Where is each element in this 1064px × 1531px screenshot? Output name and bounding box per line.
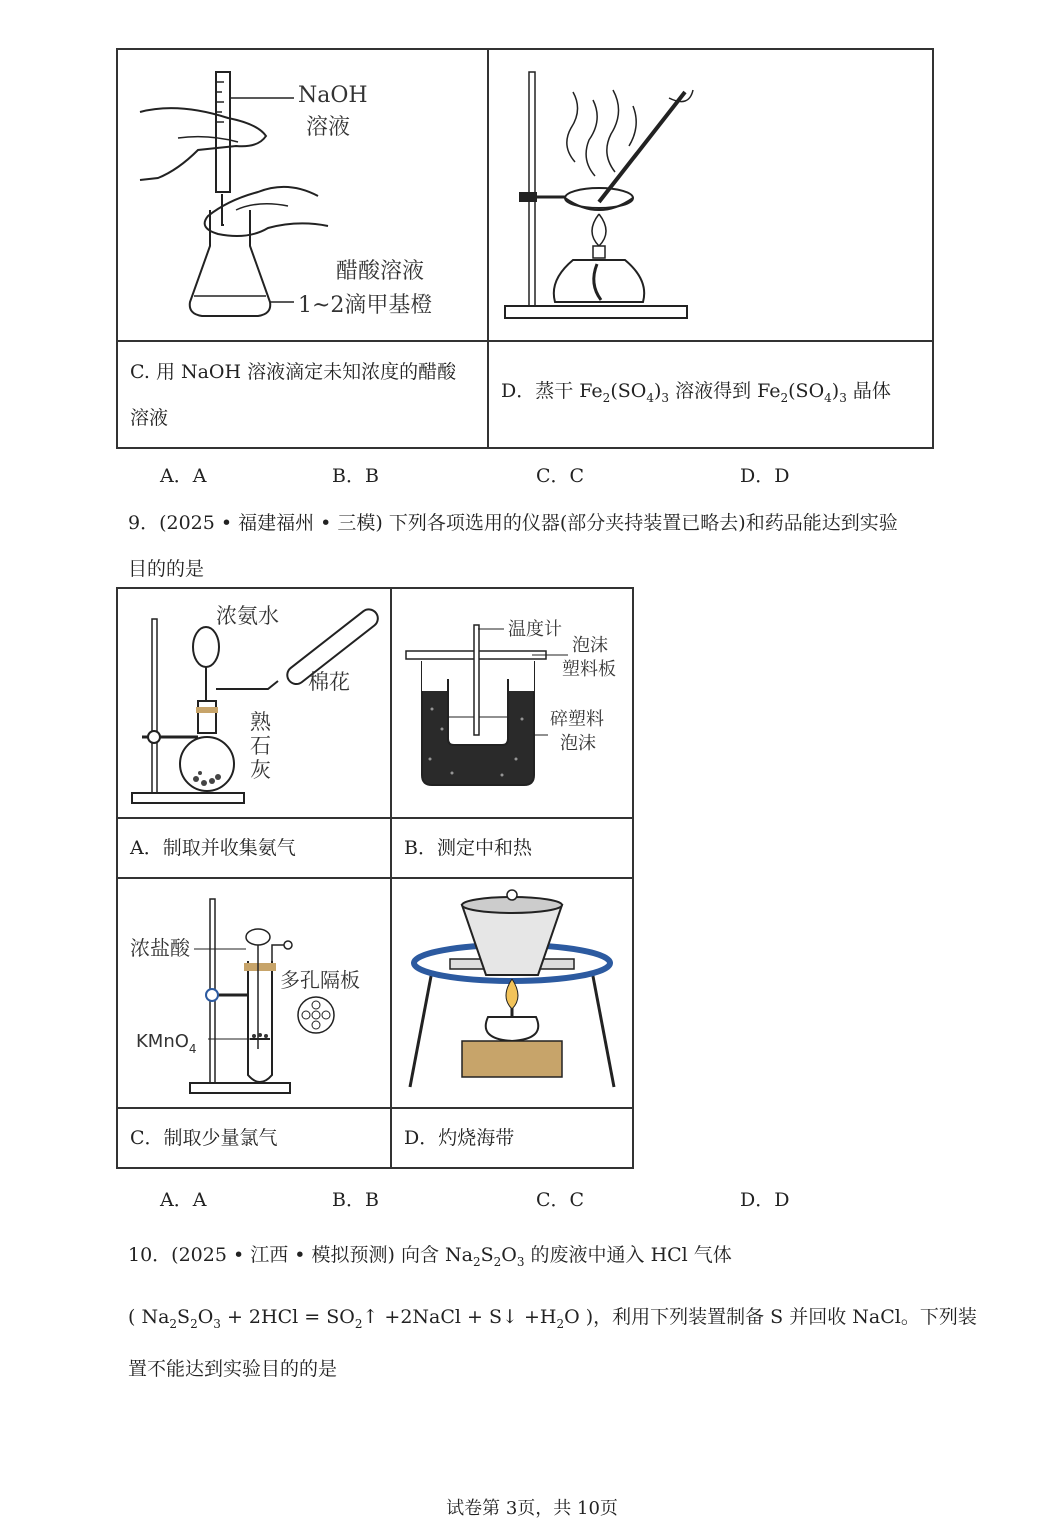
q9-choice-d[interactable]: D．D: [740, 1189, 790, 1211]
q9-choice-b[interactable]: B．B: [332, 1189, 379, 1211]
q8-choice-d[interactable]: D．D: [740, 465, 790, 487]
q8-c-caption-1: C. 用 NaOH 溶液滴定未知浓度的醋酸: [130, 360, 457, 383]
cotton-label: 棉花: [308, 670, 350, 694]
q10-stem-1: 10．(2025 • 江西 • 模拟预测) 向含 $Na_2S_2O_3$ 的废液中通入 HCl 气体: [128, 1244, 732, 1269]
q9-c-figure: [117, 878, 391, 1108]
ammonia-apparatus: [118, 589, 390, 817]
kmno4-label: KMnO$_4$: [136, 1031, 197, 1056]
q9-choice-c[interactable]: C．C: [536, 1189, 585, 1211]
q8-choice-a[interactable]: A．A: [160, 465, 207, 487]
q8-d-caption: D．蒸干 $Fe_2(SO_4)_3$ 溶液得到 $Fe_2(SO_4)_3$ 晶体: [501, 380, 891, 405]
q8-d-caption-cell: [488, 341, 933, 448]
q10-stem-2: ( $Na_2S_2O_3 + 2HCl$ = $SO_2↑$ +2NaCl + S↓ $+H_2O$ )，利用下列装置制备 S 并回收 NaCl。下列装: [128, 1306, 977, 1331]
q8-choice-c[interactable]: C．C: [536, 465, 585, 487]
q8-table: [116, 48, 934, 449]
naoh-label-1: NaOH: [298, 83, 368, 108]
indicator-label: 1~2滴甲基橙: [298, 293, 433, 318]
titration-diagram: [118, 50, 487, 340]
q9-b-caption: B．测定中和热: [404, 837, 532, 859]
chip-label-1: 碎塑料: [550, 709, 604, 730]
lime-label-3: 灰: [250, 758, 271, 782]
q9-c-caption: C．制取少量氯气: [130, 1127, 278, 1149]
q10-stem-3: 置不能达到实验目的的是: [128, 1358, 338, 1380]
q9-a-figure: [117, 588, 391, 818]
plate-label: 多孔隔板: [280, 968, 360, 992]
naoh-label-2: 溶液: [306, 115, 351, 140]
crucible-diagram: [392, 879, 632, 1107]
q9-d-caption: D．灼烧海带: [404, 1127, 515, 1149]
evaporation-diagram: [489, 50, 932, 340]
q8-c-caption-cell: [117, 341, 488, 448]
q9-d-caption-cell: [391, 1108, 633, 1168]
chip-label-2: 泡沫: [560, 733, 596, 754]
calorimeter-diagram: [392, 589, 632, 817]
lime-label-1: 熟: [250, 710, 271, 734]
lime-label-2: 石: [250, 734, 271, 758]
q9-a-caption-cell: [117, 818, 391, 878]
q9-c-caption-cell: [117, 1108, 391, 1168]
q9-b-figure: [391, 588, 633, 818]
q8-c-figure: [117, 49, 488, 341]
q9-a-caption: A．制取并收集氨气: [130, 837, 296, 859]
foam-label-2: 塑料板: [562, 659, 616, 680]
q8-c-caption-2: 溶液: [130, 406, 169, 429]
q9-stem-1: 9．(2025 • 福建福州 • 三模) 下列各项选用的仪器(部分夹持装置已略去)和药品能达到实验: [128, 512, 898, 534]
q8-d-figure: [488, 49, 933, 341]
q9-b-caption-cell: [391, 818, 633, 878]
q8-choice-b[interactable]: B．B: [332, 465, 379, 487]
page-footer: 试卷第 3页，共 10页: [446, 1498, 618, 1519]
q9-choice-a[interactable]: A．A: [160, 1189, 207, 1211]
chlorine-apparatus: [118, 879, 390, 1107]
acid-label: 醋酸溶液: [336, 259, 425, 284]
q9-stem-2: 目的的是: [128, 558, 205, 580]
thermometer-label: 温度计: [508, 619, 562, 640]
hcl-label: 浓盐酸: [130, 936, 190, 960]
ammonia-label: 浓氨水: [216, 604, 279, 628]
q9-d-figure: [391, 878, 633, 1108]
foam-label-1: 泡沫: [572, 635, 608, 656]
q9-table: [116, 587, 634, 1169]
